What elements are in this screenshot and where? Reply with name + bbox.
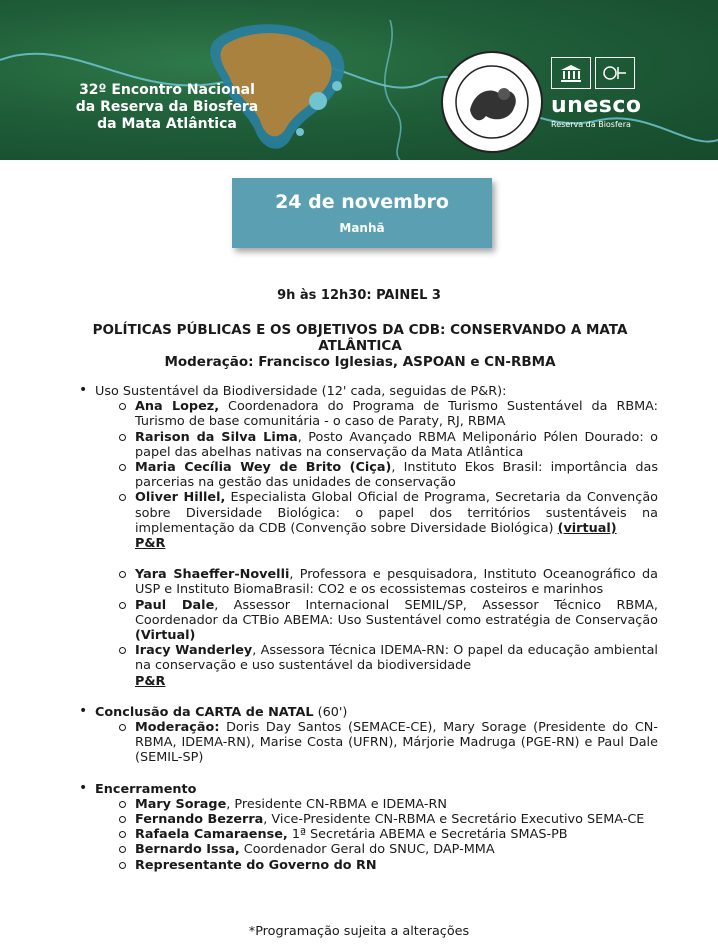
section-title: Encerramento <box>95 781 197 797</box>
program-content <box>78 384 658 873</box>
qa-label: P&R <box>135 673 166 689</box>
speaker-name: Ana Lopez, <box>135 399 220 415</box>
panel-time-title: 9h às 12h30: PAINEL 3 <box>277 288 441 303</box>
speaker-description: Coordenadora do Programa de Turismo Sustentável da RBMA: Turismo de base comunitária - o caso de Paraty, RJ, RBMA <box>135 399 658 430</box>
panel-title: POLÍTICAS PÚBLICAS E OS OBJETIVOS DA CDB: CONSERVANDO A MATA ATLÂNTICA <box>92 322 628 354</box>
list-item <box>95 490 658 551</box>
section-encerramento <box>78 782 658 873</box>
speaker-name: Rafaela Camaraense, <box>135 827 288 843</box>
list-item <box>95 812 658 827</box>
event-title <box>72 82 262 133</box>
unesco-wordmark: unesco <box>551 93 642 118</box>
section-uso-sustentavel <box>78 384 658 689</box>
period-label: Manhã <box>339 221 385 235</box>
reserva-biosfera-seal-logo <box>440 50 544 154</box>
speaker-description: , Instituto Ekos Brasil: importância das parcerias na gestão das unidades de conservação <box>135 460 658 491</box>
speaker-description: , Professora e pesquisadora, Instituto Oceanográfico da USP e Instituto BiomaBrasil: CO2 e os ecossistemas costeiros e marinhos <box>135 567 658 598</box>
speaker-description: , Presidente CN-RBMA e IDEMA-RN <box>226 796 447 812</box>
list-item <box>95 858 658 873</box>
virtual-tag: (virtual) <box>557 520 617 536</box>
panel-heading <box>90 322 630 370</box>
qa-label: P&R <box>135 536 166 552</box>
date-label: 24 de novembro <box>275 191 449 213</box>
event-title-line: 32º Encontro Nacional <box>79 82 255 98</box>
list-item <box>95 842 658 857</box>
speaker-name: Iracy Wanderley <box>135 643 253 659</box>
header-banner <box>0 0 718 160</box>
speaker-description: , Assessora Técnica IDEMA-RN: O papel da educação ambiental na conservação e uso sustentável da biodiversidade <box>135 643 658 674</box>
speaker-name: Mary Sorage <box>135 796 227 812</box>
date-box <box>232 178 492 248</box>
speaker-name: Maria Cecília Wey de Brito (Ciça) <box>135 460 392 476</box>
section-title: Conclusão da CARTA de NATAL <box>95 704 314 720</box>
unesco-subtitle: Reserva da Biosfera <box>551 120 631 129</box>
speaker-name: Representante do Governo do RN <box>135 857 377 873</box>
speaker-description: Coordenador Geral do SNUC, DAP-MMA <box>239 842 495 858</box>
speaker-description: Doris Day Santos (SEMACE-CE), Mary Sorage (Presidente do CN-RBMA, IDEMA-RN), Marise Costa (UFRN), Márjorie Madruga (PGE-RN) e Paul Dale (SEMIL-SP) <box>135 720 658 766</box>
virtual-tag: (Virtual) <box>135 628 196 644</box>
speaker-name: Oliver Hillel, <box>135 490 226 506</box>
list-item <box>95 598 658 644</box>
speaker-name: Rarison da Silva Lima <box>135 429 298 445</box>
section-title: Uso Sustentável da Biodiversidade (12' cada, seguidas de P&R): <box>95 384 507 399</box>
section-duration: (60') <box>313 704 348 720</box>
speaker-description: Especialista Global Oficial de Programa, Secretaria da Convenção sobre Diversidade Biológica: o papel dos territórios sustentáveis na implementação da CDB (Convenção sobre Diversidade Biológica) <box>135 490 658 536</box>
speaker-description: , Assessor Internacional SEMIL/SP, Assessor Técnico RBMA, Coordenador da CTBio ABEMA: Uso Sustentável como estratégia de Conservação <box>135 597 658 628</box>
speaker-name: Paul Dale <box>135 597 215 613</box>
list-item <box>95 827 658 842</box>
list-item <box>95 460 658 490</box>
footer-note: *Programação sujeita a alterações <box>248 924 470 939</box>
list-item <box>95 643 658 689</box>
list-item <box>95 430 658 460</box>
temple-icon <box>551 57 591 89</box>
speaker-name: Yara Shaeffer-Novelli <box>135 567 290 583</box>
list-item <box>95 797 658 812</box>
event-title-line: da Reserva da Biosfera <box>75 99 259 115</box>
speaker-name: Bernardo Issa, <box>135 842 240 858</box>
unesco-logo <box>551 57 651 129</box>
list-item <box>95 399 658 429</box>
mab-icon <box>595 57 635 89</box>
panel-moderation: Moderação: Francisco Iglesias, ASPOAN e CN-RBMA <box>164 354 556 370</box>
section-conclusao <box>78 705 658 766</box>
speaker-name: Moderação: <box>135 720 220 736</box>
speaker-description: , Posto Avançado RBMA Meliponário Pólen Dourado: o papel das abelhas nativas na conservação da Mata Atlântica <box>135 429 659 460</box>
speaker-description: , Vice-Presidente CN-RBMA e Secretário Executivo SEMA-CE <box>263 812 645 828</box>
event-title-line: da Mata Atlântica <box>97 116 237 132</box>
speaker-description: 1ª Secretária ABEMA e Secretária SMAS-PB <box>287 827 568 843</box>
speaker-name: Fernando Bezerra <box>135 812 264 828</box>
list-item <box>95 720 658 766</box>
list-item <box>95 567 658 597</box>
